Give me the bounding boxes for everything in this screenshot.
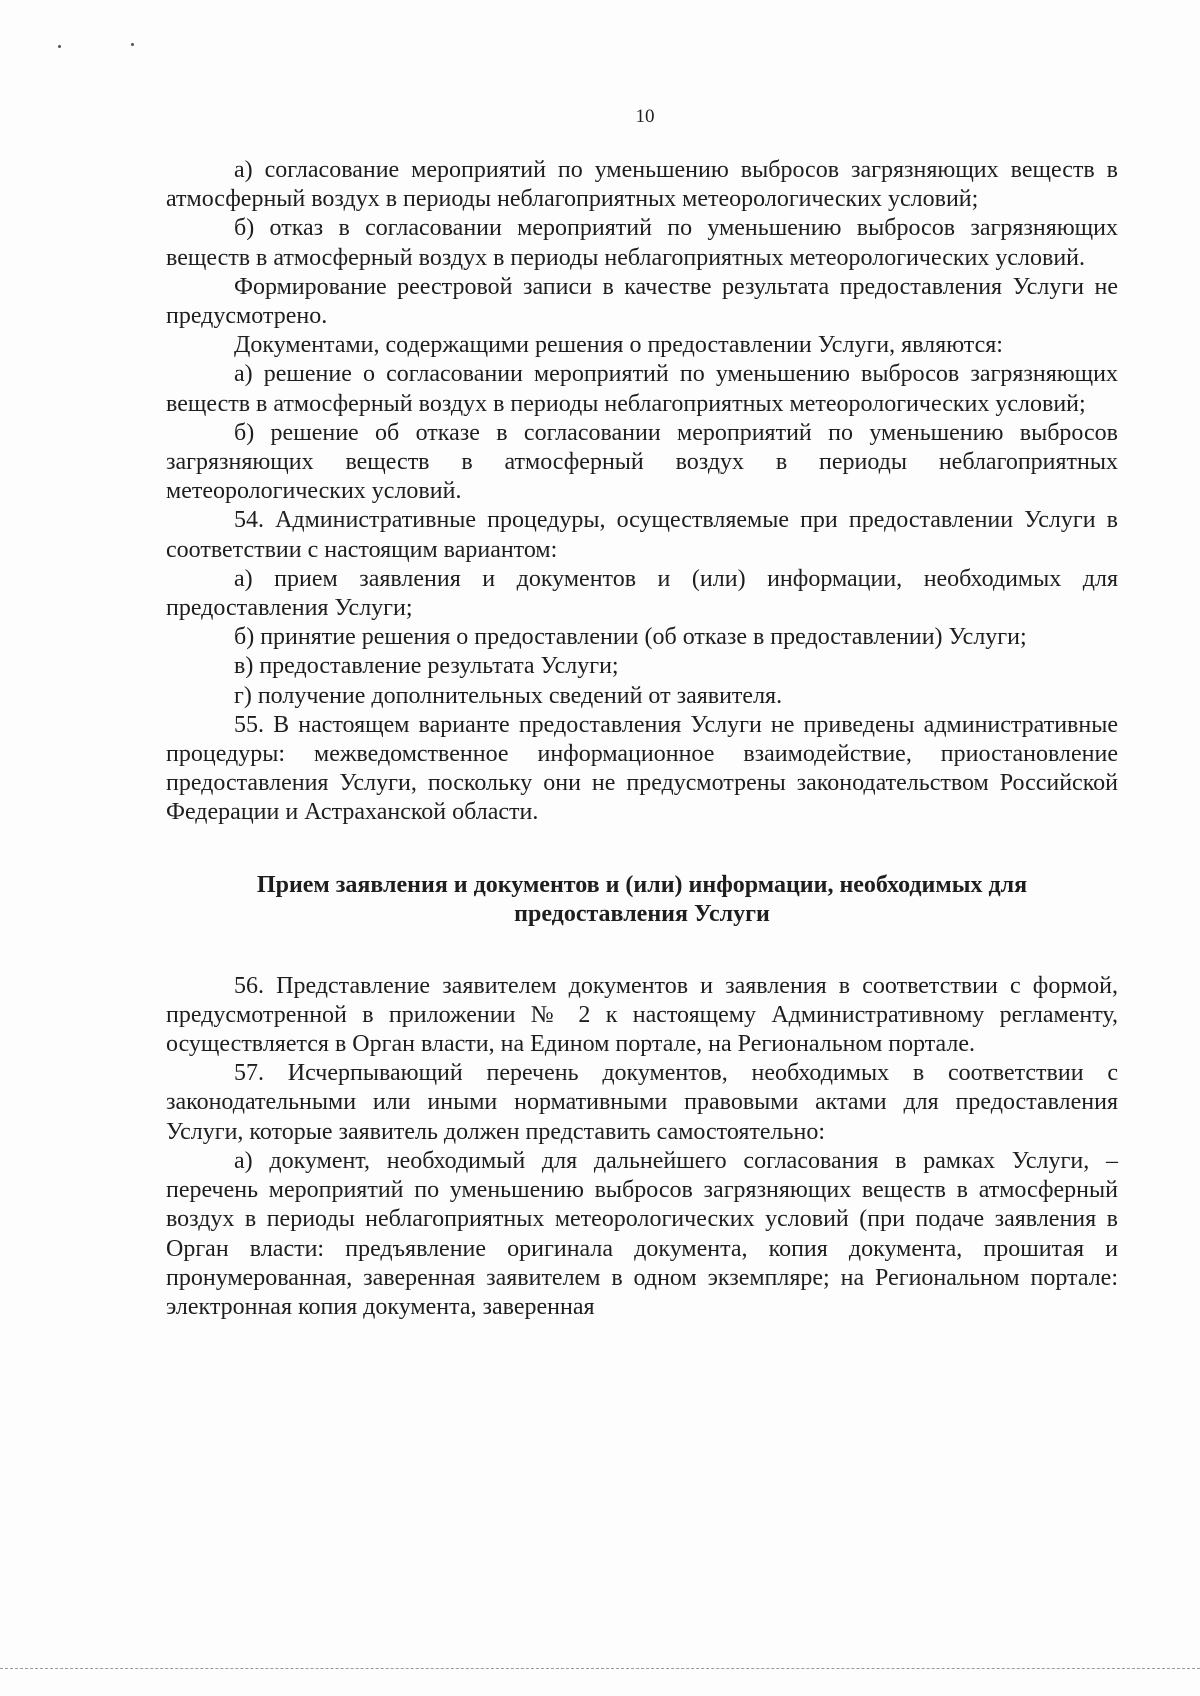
paragraph: 55. В настоящем варианте предоставления Услуги не приведены административные процедуры: межведомственное информационное взаимодействие, приостановление предоставления Услуги, поскольку они не предусмотрены законодательством Российской Федерации и Астраханской области. <box>166 711 1118 826</box>
paragraph: 56. Представление заявителем документов и заявления в соответствии с формой, предусмотренной в приложении № 2 к настоящему Административному регламенту, осуществляется в Орган власти, на Едином портале, на Региональном портале. <box>166 972 1118 1058</box>
paragraph: 57. Исчерпывающий перечень документов, необходимых в соответствии с законодательными или иными нормативными правовыми актами для предоставления Услуги, которые заявитель должен представить самостоятельно: <box>166 1060 1118 1145</box>
paragraph: в) предоставление результата Услуги; <box>234 653 619 680</box>
scan-speck <box>131 43 134 46</box>
scan-edge-line <box>0 1668 1200 1669</box>
paragraph: б) решение об отказе в согласовании мероприятий по уменьшению выбросов загрязняющих веществ в атмосферный воздух в периоды неблагоприятных метеорологических условий. <box>166 419 1118 505</box>
paragraph: а) согласование мероприятий по уменьшению выбросов загрязняющих веществ в атмосферный воздух в периоды неблагоприятных метеорологических условий; <box>166 157 1118 213</box>
scan-speck <box>58 45 61 48</box>
section-heading: Прием заявления и документов и (или) информации, необходимых для предоставления Услуги <box>256 871 1028 927</box>
paragraph: а) документ, необходимый для дальнейшего согласования в рамках Услуги, – перечень мероприятий по уменьшению выбросов загрязняющих веществ в атмосферный воздух в периоды неблагоприятных метеорологических условий (при подаче заявления в Орган власти: предъявление оригинала документа, копия документа, прошитая и пронумерованная, заверенная заявителем в одном экземпляре; на Региональном портале: электронная копия документа, заверенная <box>166 1147 1118 1320</box>
document-body <box>166 156 1118 1322</box>
paragraph: г) получение дополнительных сведений от заявителя. <box>234 682 783 709</box>
paragraph: б) принятие решения о предоставлении (об отказе в предоставлении) Услуги; <box>234 624 1027 651</box>
paragraph: а) решение о согласовании мероприятий по уменьшению выбросов загрязняющих веществ в атмосферный воздух в периоды неблагоприятных метеорологических условий; <box>166 361 1118 417</box>
paragraph: Документами, содержащими решения о предоставлении Услуги, являются: <box>234 332 1003 359</box>
paragraph: б) отказ в согласовании мероприятий по уменьшению выбросов загрязняющих веществ в атмосферный воздух в периоды неблагоприятных метеорологических условий. <box>166 215 1118 271</box>
paragraph: а) прием заявления и документов и (или) информации, необходимых для предоставления Услуги; <box>166 565 1118 622</box>
paragraph: 54. Административные процедуры, осуществляемые при предоставлении Услуги в соответствии с настоящим вариантом: <box>166 507 1118 563</box>
page-number: 10 <box>635 106 655 127</box>
paragraph: Формирование реестровой записи в качестве результата предоставления Услуги не предусмотрено. <box>166 273 1118 330</box>
